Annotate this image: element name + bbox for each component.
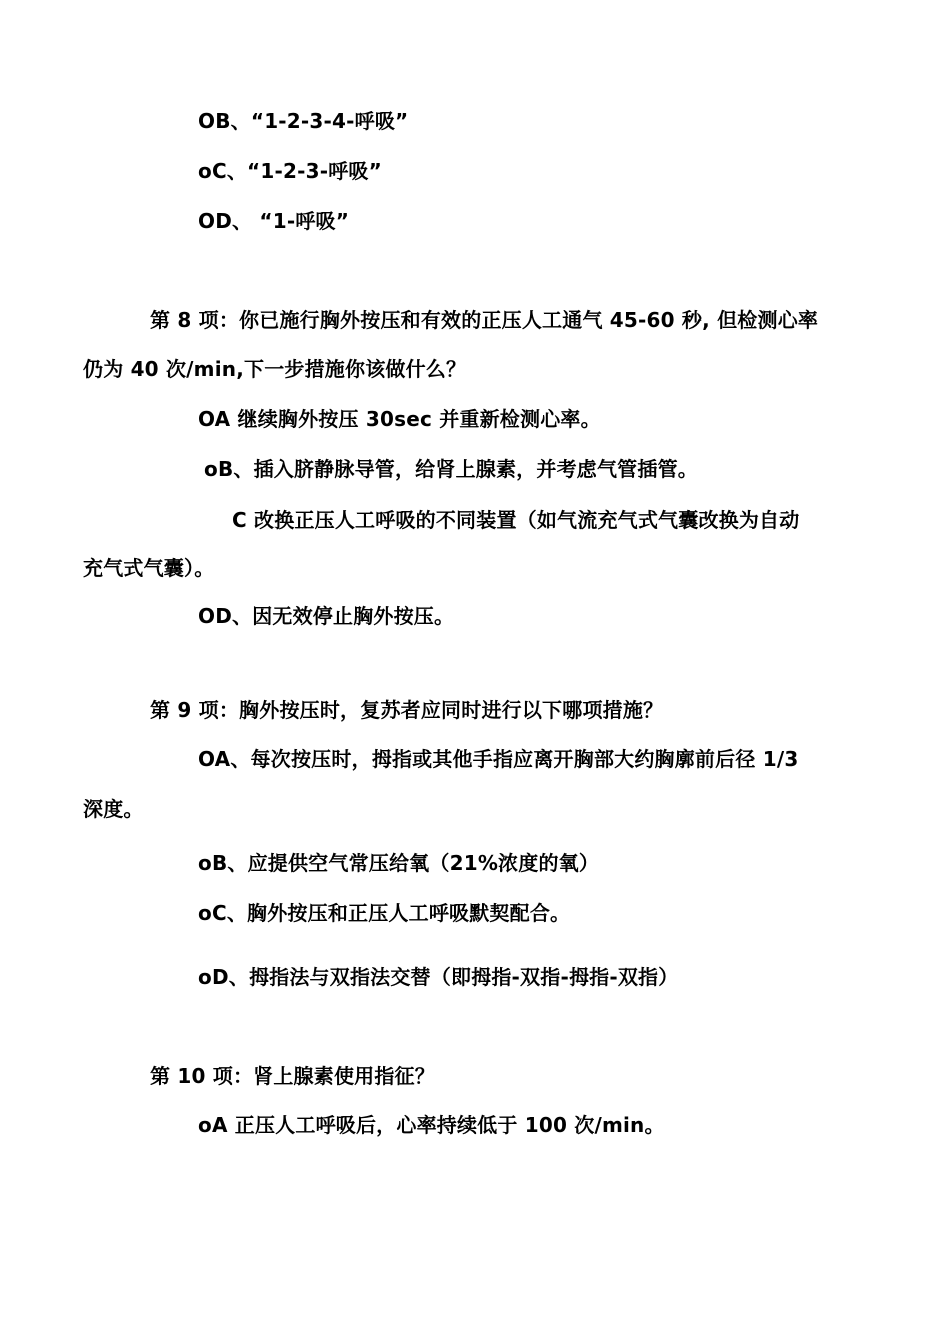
q8-option-c-line2: 充气式气囊）。 — [83, 556, 215, 580]
q7-option-d: OD、 “1-呼吸” — [198, 209, 350, 233]
q8-title-line1: 第 8 项：你已施行胸外按压和有效的正压人工通气 45-60 秒, 但检测心率 — [150, 308, 819, 332]
q7-option-c: oC、“1-2-3-呼吸” — [198, 159, 382, 183]
q8-option-a: OA 继续胸外按压 30sec 并重新检测心率。 — [198, 407, 601, 431]
q8-option-b: oB、插入脐静脉导管，给肾上腺素，并考虑气管插管。 — [204, 457, 698, 481]
q9-title: 第 9 项：胸外按压时，复苏者应同时进行以下哪项措施？ — [150, 698, 664, 722]
q7-option-b: OB、“1-2-3-4-呼吸” — [198, 109, 409, 133]
q10-option-a: oA 正压人工呼吸后，心率持续低于 100 次/min。 — [198, 1113, 665, 1137]
q9-option-d: oD、拇指法与双指法交替（即拇指-双指-拇指-双指） — [198, 965, 679, 989]
q9-option-c: oC、胸外按压和正压人工呼吸默契配合。 — [198, 901, 571, 925]
q10-title: 第 10 项：肾上腺素使用指征？ — [150, 1064, 435, 1088]
q9-option-b: oB、应提供空气常压给氧（21%浓度的氧） — [198, 851, 600, 875]
q9-option-a-line1: OA、每次按压时，拇指或其他手指应离开胸部大约胸廓前后径 1/3 — [198, 747, 799, 771]
q8-title-line2: 仍为 40 次/min,下一步措施你该做什么？ — [83, 357, 467, 381]
q8-option-d: OD、因无效停止胸外按压。 — [198, 604, 455, 628]
q8-option-c-line1: C 改换正压人工呼吸的不同装置（如气流充气式气囊改换为自动 — [232, 508, 800, 532]
q9-option-a-line2: 深度。 — [83, 797, 144, 821]
